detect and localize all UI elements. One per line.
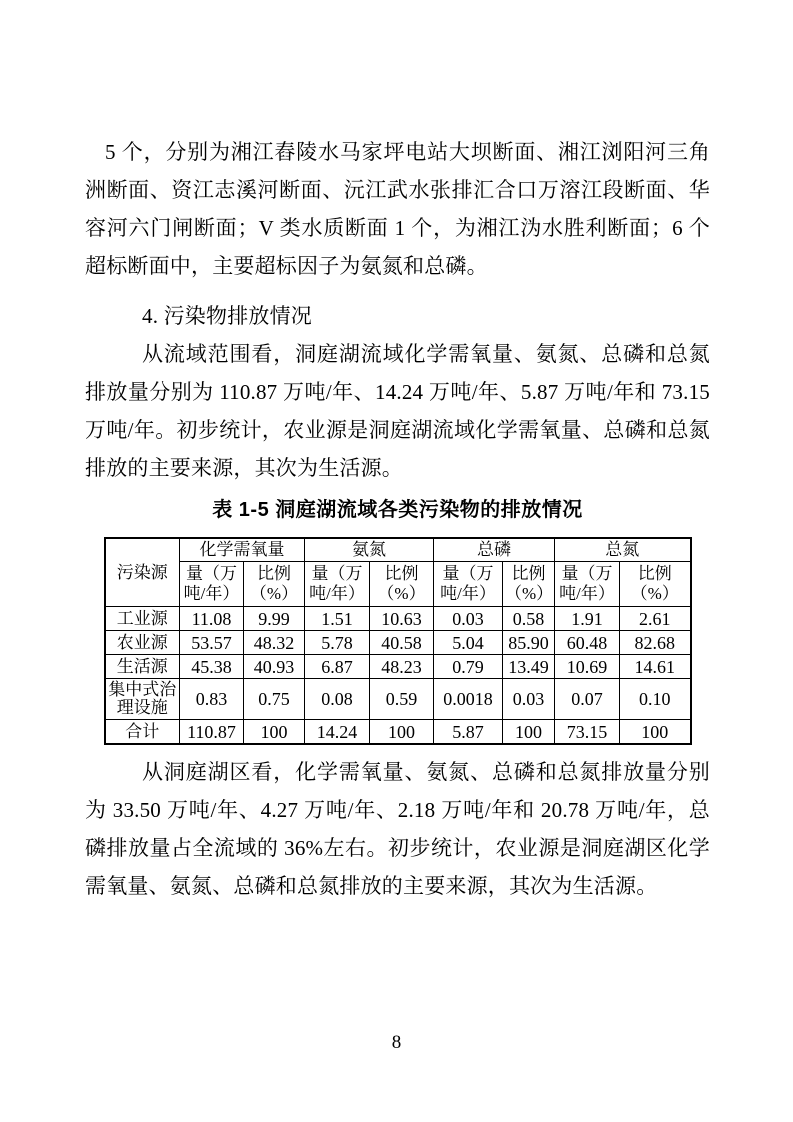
cell-value: 100	[370, 720, 434, 745]
cell-value: 10.69	[555, 655, 620, 679]
cell-value: 82.68	[620, 631, 691, 655]
cell-value: 5.04	[434, 631, 503, 655]
cell-value: 9.99	[244, 607, 305, 631]
cell-value: 14.61	[620, 655, 691, 679]
cell-value: 73.15	[555, 720, 620, 745]
cell-value: 13.49	[503, 655, 555, 679]
header-pollution-source: 污染源	[105, 538, 180, 607]
cell-value: 0.83	[180, 679, 244, 720]
page-number: 8	[391, 1032, 402, 1053]
subheader-tp-amount: 量（万吨/年）	[434, 562, 503, 607]
subheader-ammonia-ratio: 比例（%）	[370, 562, 434, 607]
cell-value: 2.61	[620, 607, 691, 631]
table-row-domestic	[105, 655, 691, 679]
page-content	[85, 133, 710, 905]
cell-value: 48.23	[370, 655, 434, 679]
subheader-ammonia-amount: 量（万吨/年）	[305, 562, 370, 607]
header-group-total-phosphorus: 总磷	[434, 538, 555, 562]
header-group-cod: 化学需氧量	[180, 538, 305, 562]
row-label: 合计	[105, 720, 180, 745]
subheader-tn-amount: 量（万吨/年）	[555, 562, 620, 607]
subheader-cod-amount: 量（万吨/年）	[180, 562, 244, 607]
table-row-total	[105, 720, 691, 745]
subheader-tn-ratio: 比例（%）	[620, 562, 691, 607]
section-heading-pollutant-emissions: 4. 污染物排放情况	[142, 304, 312, 328]
table-row-centralized-treatment	[105, 679, 691, 720]
cell-value: 60.48	[555, 631, 620, 655]
cell-value: 14.24	[305, 720, 370, 745]
cell-value: 0.07	[555, 679, 620, 720]
subheader-tp-ratio: 比例（%）	[503, 562, 555, 607]
paragraph-water-quality-sections: 5 个，分别为湘江舂陵水马家坪电站大坝断面、湘江浏阳河三角洲断面、资江志溪河断面、沅江武水张排汇合口万溶江段断面、华容河六门闸断面；V 类水质断面 1 个，为湘江沩水胜利断面；6 个超标断面中，主要超标因子为氨氮和总磷。	[85, 140, 710, 278]
cell-value: 40.58	[370, 631, 434, 655]
cell-value: 0.59	[370, 679, 434, 720]
cell-value: 85.90	[503, 631, 555, 655]
pollutant-emission-table	[104, 537, 692, 745]
table-title: 表 1-5 洞庭湖流域各类污染物的排放情况	[212, 499, 583, 521]
table-header-row-groups	[105, 538, 691, 562]
cell-value: 0.10	[620, 679, 691, 720]
cell-value: 53.57	[180, 631, 244, 655]
header-group-total-nitrogen: 总氮	[555, 538, 691, 562]
row-label: 生活源	[105, 655, 180, 679]
cell-value: 5.87	[434, 720, 503, 745]
cell-value: 10.63	[370, 607, 434, 631]
cell-value: 100	[244, 720, 305, 745]
row-label: 工业源	[105, 607, 180, 631]
cell-value: 0.58	[503, 607, 555, 631]
cell-value: 100	[620, 720, 691, 745]
cell-value: 0.03	[434, 607, 503, 631]
cell-value: 1.51	[305, 607, 370, 631]
cell-value: 0.03	[503, 679, 555, 720]
paragraph-lake-district-emissions: 从洞庭湖区看，化学需氧量、氨氮、总磷和总氮排放量分别为 33.50 万吨/年、4.27 万吨/年、2.18 万吨/年和 20.78 万吨/年，总磷排放量占全流域的 36%左右。初步统计，农业源是洞庭湖区化学需氧量、氨氮、总磷和总氮排放的主要来源，其次为生活源。	[85, 760, 710, 898]
cell-value: 0.08	[305, 679, 370, 720]
table-row-agricultural	[105, 631, 691, 655]
cell-value: 48.32	[244, 631, 305, 655]
cell-value: 40.93	[244, 655, 305, 679]
cell-value: 5.78	[305, 631, 370, 655]
paragraph-basin-emission-figures: 从流域范围看，洞庭湖流域化学需氧量、氨氮、总磷和总氮排放量分别为 110.87 万吨/年、14.24 万吨/年、5.87 万吨/年和 73.15 万吨/年。初步统计，农业源是洞庭湖流域化学需氧量、总磷和总氮排放的主要来源，其次为生活源。	[85, 342, 710, 480]
cell-value: 110.87	[180, 720, 244, 745]
subheader-cod-ratio: 比例（%）	[244, 562, 305, 607]
cell-value: 11.08	[180, 607, 244, 631]
row-label: 农业源	[105, 631, 180, 655]
cell-value: 100	[503, 720, 555, 745]
cell-value: 45.38	[180, 655, 244, 679]
cell-value: 1.91	[555, 607, 620, 631]
cell-value: 6.87	[305, 655, 370, 679]
table-row-industrial	[105, 607, 691, 631]
cell-value: 0.79	[434, 655, 503, 679]
cell-value: 0.0018	[434, 679, 503, 720]
row-label: 集中式治理设施	[105, 679, 180, 720]
cell-value: 0.75	[244, 679, 305, 720]
header-group-ammonia: 氨氮	[305, 538, 434, 562]
table-header-row-subcolumns	[105, 562, 691, 607]
